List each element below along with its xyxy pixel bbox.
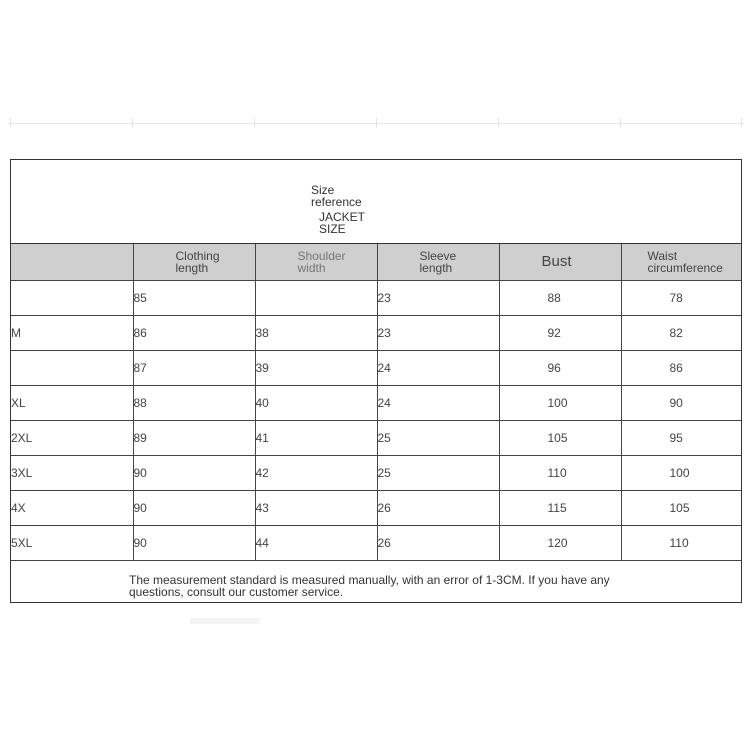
title-line-3: JACKET xyxy=(319,210,366,224)
waist-cell: 110 xyxy=(621,525,741,560)
size-cell: M xyxy=(11,315,133,350)
top-faint-tick xyxy=(132,118,133,128)
clothing-length-cell: 90 xyxy=(133,490,255,525)
header-label: circumference xyxy=(647,260,723,275)
table-header-row xyxy=(11,244,741,280)
clothing-length-cell: 89 xyxy=(133,420,255,455)
shoulder-width-cell xyxy=(255,280,377,315)
sleeve-length-cell: 23 xyxy=(377,280,499,315)
shoulder-width-cell: 40 xyxy=(255,385,377,420)
measurement-note xyxy=(11,566,741,602)
header-label: Shoulder xyxy=(297,248,346,263)
shoulder-width-cell: 42 xyxy=(255,455,377,490)
bust-cell: 88 xyxy=(499,280,621,315)
header-bust xyxy=(499,244,621,280)
table-row xyxy=(11,455,741,490)
shoulder-width-cell: 41 xyxy=(255,420,377,455)
size-cell: 2XL xyxy=(11,420,133,455)
size-chart-sheet xyxy=(10,159,742,603)
title-line-1: Size xyxy=(311,183,335,197)
size-cell: 4X xyxy=(11,490,133,525)
sleeve-length-cell: 23 xyxy=(377,315,499,350)
bust-cell: 100 xyxy=(499,385,621,420)
size-cell: XL xyxy=(11,385,133,420)
clothing-length-cell: 90 xyxy=(133,455,255,490)
clothing-length-cell: 86 xyxy=(133,315,255,350)
header-label: Waist xyxy=(647,248,678,263)
waist-cell: 82 xyxy=(621,315,741,350)
measurement-note-text xyxy=(129,574,649,598)
size-table xyxy=(11,244,741,561)
size-cell xyxy=(11,350,133,385)
table-row xyxy=(11,420,741,455)
header-sleeve-length xyxy=(377,244,499,280)
clothing-length-cell: 87 xyxy=(133,350,255,385)
sleeve-length-cell: 25 xyxy=(377,420,499,455)
header-label: length xyxy=(175,260,209,275)
top-faint-tick xyxy=(254,118,255,128)
waist-cell: 90 xyxy=(621,385,741,420)
bust-cell: 96 xyxy=(499,350,621,385)
size-cell: 3XL xyxy=(11,455,133,490)
shoulder-width-cell: 43 xyxy=(255,490,377,525)
top-faint-tick xyxy=(376,118,377,128)
sleeve-length-cell: 25 xyxy=(377,455,499,490)
table-row xyxy=(11,350,741,385)
waist-cell: 95 xyxy=(621,420,741,455)
clothing-length-cell: 88 xyxy=(133,385,255,420)
bust-cell: 120 xyxy=(499,525,621,560)
waist-cell: 100 xyxy=(621,455,741,490)
table-row xyxy=(11,385,741,420)
note-line-2: questions, consult our customer service. xyxy=(129,585,344,599)
waist-cell: 105 xyxy=(621,490,741,525)
size-cell xyxy=(11,280,133,315)
shoulder-width-cell: 44 xyxy=(255,525,377,560)
shoulder-width-cell: 38 xyxy=(255,315,377,350)
clothing-length-cell: 85 xyxy=(133,280,255,315)
waist-cell: 86 xyxy=(621,350,741,385)
sleeve-length-cell: 26 xyxy=(377,525,499,560)
sleeve-length-cell: 26 xyxy=(377,490,499,525)
header-label: width xyxy=(297,260,326,275)
title-line-4: SIZE xyxy=(319,222,346,236)
size-chart-title-block xyxy=(11,160,741,244)
header-size xyxy=(11,244,133,280)
table-row xyxy=(11,525,741,560)
size-cell: 5XL xyxy=(11,525,133,560)
header-shoulder-width xyxy=(255,244,377,280)
table-row xyxy=(11,280,741,315)
header-label: Clothing xyxy=(175,248,220,263)
header-waist-circumference xyxy=(621,244,741,280)
table-row xyxy=(11,315,741,350)
bust-cell: 110 xyxy=(499,455,621,490)
bust-cell: 105 xyxy=(499,420,621,455)
note-line-1: The measurement standard is measured manually, with an error of 1-3CM. If you have any xyxy=(129,573,610,587)
shoulder-width-cell: 39 xyxy=(255,350,377,385)
clothing-length-cell: 90 xyxy=(133,525,255,560)
bust-cell: 115 xyxy=(499,490,621,525)
table-row xyxy=(11,490,741,525)
top-faint-tick xyxy=(498,118,499,128)
header-clothing-length xyxy=(133,244,255,280)
header-label: Bust xyxy=(541,252,572,270)
header-label: length xyxy=(419,260,453,275)
top-faint-tick xyxy=(620,118,621,128)
waist-cell: 78 xyxy=(621,280,741,315)
bottom-smudge xyxy=(190,618,260,624)
sleeve-length-cell: 24 xyxy=(377,385,499,420)
header-label: Sleeve xyxy=(419,248,457,263)
bust-cell: 92 xyxy=(499,315,621,350)
sleeve-length-cell: 24 xyxy=(377,350,499,385)
top-faint-tick xyxy=(741,118,742,128)
top-faint-tick xyxy=(10,118,11,128)
title-line-2: reference xyxy=(311,195,362,209)
